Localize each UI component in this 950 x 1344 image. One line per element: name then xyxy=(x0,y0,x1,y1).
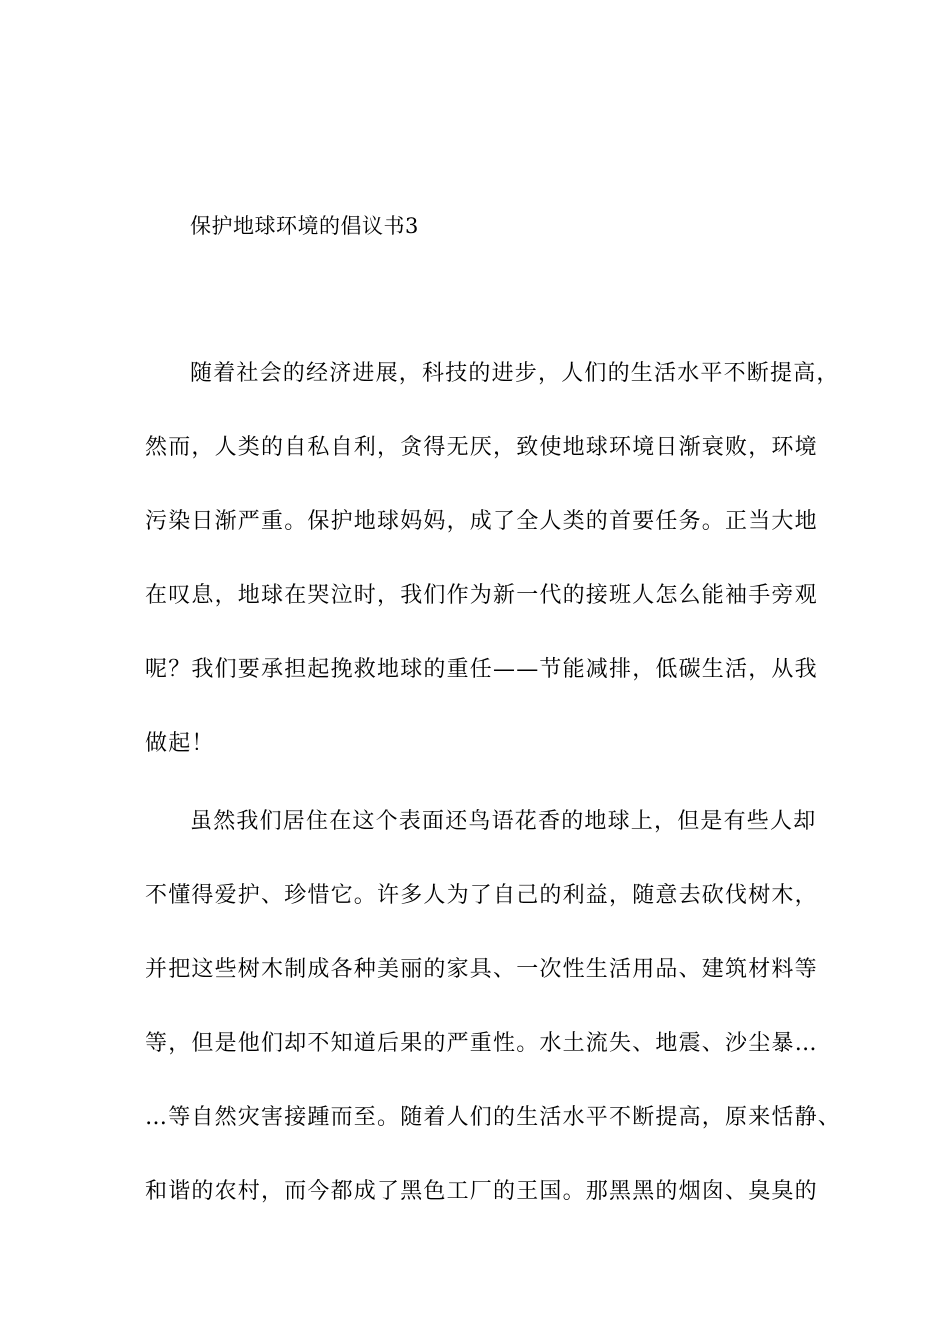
document-title: 保护地球环境的倡议书3 xyxy=(190,214,419,238)
paragraph-2-line-6: 和谐的农村，而今都成了黑色工厂的王国。那黑黑的烟囱、臭臭的 xyxy=(145,1179,818,1204)
paragraph-1-line-3: 污染日渐严重。保护地球妈妈，成了全人类的首要任务。正当大地 xyxy=(145,509,818,534)
paragraph-1-line-4: 在叹息，地球在哭泣时，我们作为新一代的接班人怎么能袖手旁观 xyxy=(145,583,818,608)
paragraph-1-line-2: 然而，人类的自私自利，贪得无厌，致使地球环境日渐衰败，环境 xyxy=(145,435,818,460)
paragraph-2-line-1: 虽然我们居住在这个表面还鸟语花香的地球上，但是有些人却 xyxy=(190,809,817,834)
paragraph-2-line-4: 等，但是他们却不知道后果的严重性。水土流失、地震、沙尘暴… xyxy=(145,1031,818,1056)
paragraph-1-line-6: 做起！ xyxy=(145,731,215,756)
paragraph-2-line-3: 并把这些树木制成各种美丽的家具、一次性生活用品、建筑材料等 xyxy=(145,957,818,982)
paragraph-1-line-5: 呢？我们要承担起挽救地球的重任——节能减排，低碳生活，从我 xyxy=(145,657,818,682)
paragraph-2-line-5: …等自然灾害接踵而至。随着人们的生活水平不断提高，原来恬静、 xyxy=(145,1105,842,1130)
paragraph-2-line-2: 不懂得爱护、珍惜它。许多人为了自己的利益，随意去砍伐树木， xyxy=(145,883,818,908)
paragraph-1-line-1: 随着社会的经济进展，科技的进步，人们的生活水平不断提高， xyxy=(190,361,840,386)
